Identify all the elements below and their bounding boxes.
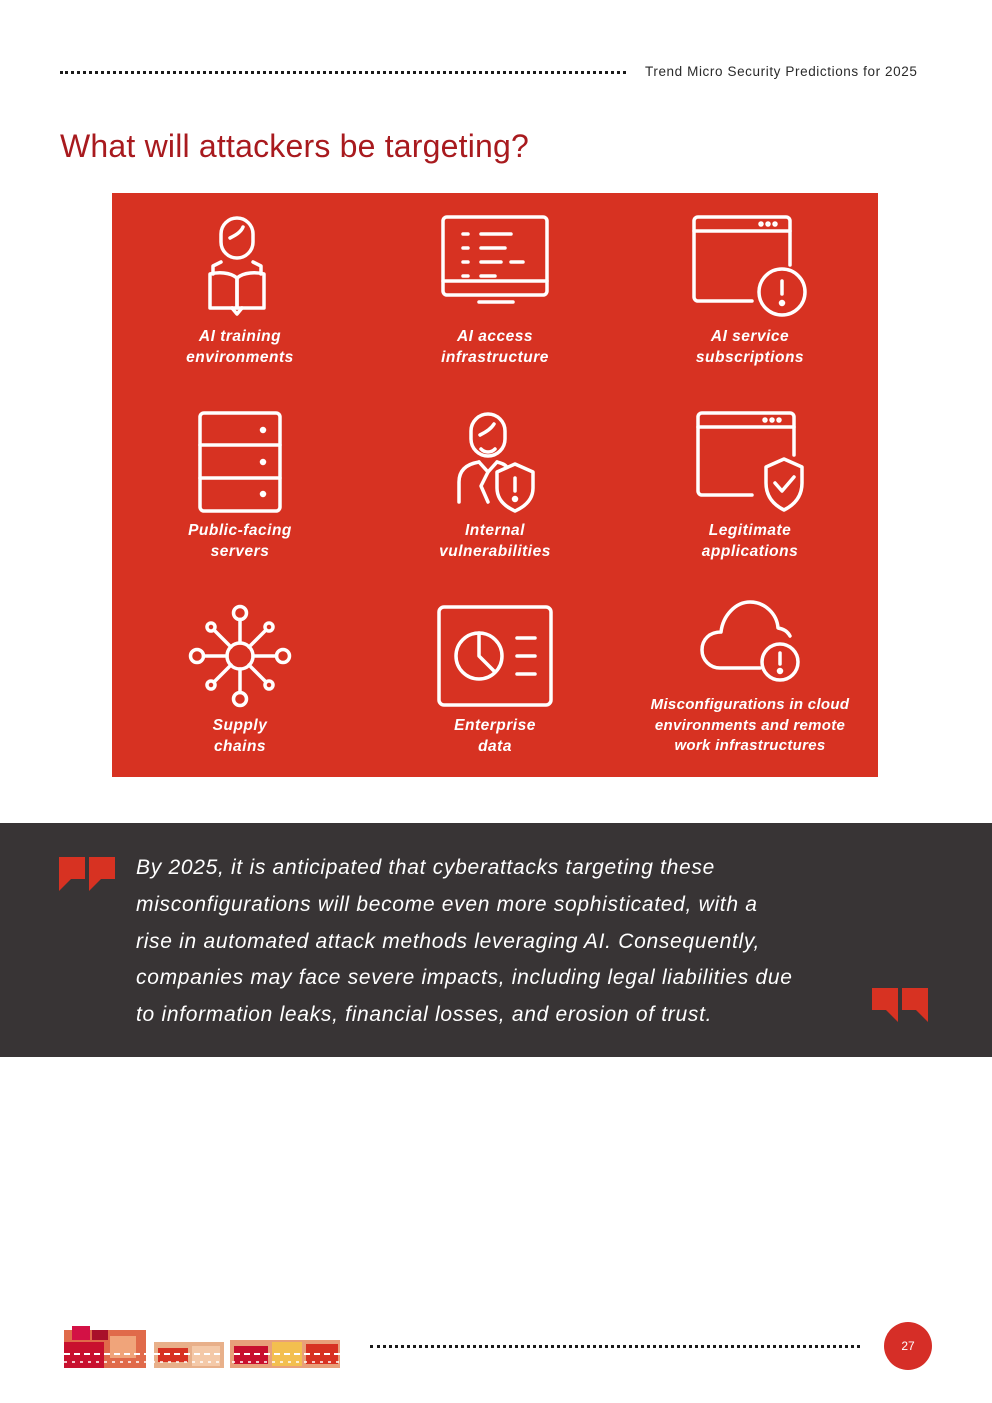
target-label-enterprise-data: Enterprise data	[454, 717, 536, 755]
header-dotted-rule	[60, 71, 626, 74]
footer-brand-graphic	[62, 1324, 342, 1375]
cloud-alert-icon	[700, 600, 804, 686]
targets-panel	[112, 193, 878, 777]
pull-quote: By 2025, it is anticipated that cyberattacks targeting these misconfigurations will become even more sophisticated, with a rise in automated attack methods leveraging AI. Consequently, companies may face severe impacts, including legal liabilities due to information leaks, financial losses, and erosion of trust.	[136, 856, 793, 1027]
pie-chart-dashboard-icon	[437, 605, 555, 709]
target-label-ai-training: AI training environments	[186, 328, 294, 366]
page-title: What will attackers be targeting?	[60, 128, 530, 164]
target-label-ai-access: AI access infrastructure	[441, 328, 549, 366]
target-label-public-servers: Public-facing servers	[188, 522, 292, 560]
user-shield-alert-icon	[457, 412, 537, 512]
page-number-badge: 27	[884, 1322, 932, 1370]
network-hub-icon	[188, 604, 292, 708]
target-label-supply-chains: Supply chains	[212, 717, 268, 755]
person-reading-book-icon	[208, 216, 272, 316]
close-quote-icon	[872, 988, 930, 1029]
open-quote-icon	[59, 857, 117, 898]
footer-dotted-rule	[370, 1345, 860, 1348]
browser-window-shield-check-icon	[696, 411, 806, 513]
target-label-internal-vulns: Internal vulnerabilities	[439, 522, 551, 560]
browser-window-alert-icon	[692, 215, 812, 315]
target-label-ai-service: AI service subscriptions	[695, 328, 805, 366]
running-header-title: Trend Micro Security Predictions for 2025	[645, 64, 918, 79]
monitor-list-icon	[441, 215, 551, 305]
server-rack-icon	[198, 411, 284, 513]
target-label-legit-apps: Legitimate applications	[701, 522, 799, 560]
target-label-cloud-misconfig: Misconfigurations in cloud environments and remote work infrastructures	[650, 696, 850, 754]
